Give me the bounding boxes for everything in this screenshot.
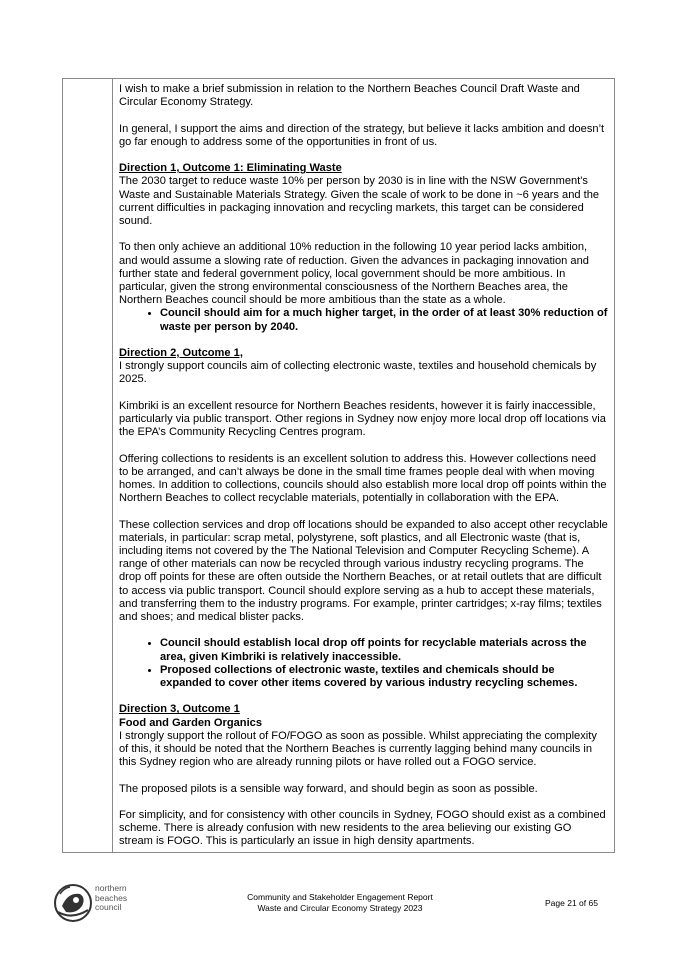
logo-line: beaches — [95, 892, 128, 903]
bullet-item: • Proposed collections of electronic waste, textiles and chemicals should be expanded to cover other items covered by various industry recycling schemes. — [160, 664, 608, 690]
paragraph: Kimbriki is an excellent resource for Northern Beaches residents, however it is fairly inaccessible, particularly via public transport. Other regions in Sydney now enjoy more local drop off locations via the EPA’s Community Recycling Centres program. — [119, 399, 606, 439]
logo-line: council — [95, 902, 122, 912]
page-number: Page 21 of 65 — [545, 898, 598, 908]
submission-table — [62, 78, 615, 853]
direction-1-heading: Direction 1, Outcome 1: Eliminating Waste — [119, 162, 342, 175]
direction-3-heading: Direction 3, Outcome 1 — [119, 703, 240, 716]
paragraph: I strongly support councils aim of collecting electronic waste, textiles and household chemicals by 2025. — [119, 360, 597, 386]
page-footer — [0, 870, 675, 930]
report-title: Community and Stakeholder Engagement Report — [247, 892, 433, 902]
council-logo-text — [95, 884, 127, 913]
bullet-item: • Council should aim for a much higher target, in the order of at least 30% reduction of waste per person by 2040. — [160, 307, 608, 333]
paragraph: The 2030 target to reduce waste 10% per person by 2030 is in line with the NSW Government's Waste and Sustainable Materials Strategy. Given the scale of work to be done in ~6 years and the current difficulties in packaging innovation and recycling markets, this target can be considered sound. — [119, 175, 600, 227]
direction-3-subheading: Food and Garden Organics — [119, 716, 263, 729]
paragraph: Offering collections to residents is an excellent solution to address this. However collections need to be arranged, and can’t always be done in the small time frames people deal with when moving homes. In addition to collections, councils should also establish more local drop off points within the Northern Beaches to collect recyclable materials, potentially in collaboration with the EPA. — [119, 452, 607, 505]
direction-2-bullets — [119, 637, 608, 690]
bullet-item: • Council should establish local drop off points for recyclable materials across the area, given Kimbriki is relatively inaccessible. — [160, 637, 608, 663]
paragraph: The proposed pilots is a sensible way forward, and should begin as soon as possible. — [119, 782, 538, 795]
report-subtitle: Waste and Circular Economy Strategy 2023 — [257, 902, 423, 913]
footer-report-title — [225, 892, 455, 913]
paragraph: For simplicity, and for consistency with other councils in Sydney, FOGO should exist as a combined scheme. There is already confusion with new residents to the area believing our existing GO stream is FOGO. This is particularly an issue in high density apartments. — [119, 809, 606, 848]
direction-2-heading: Direction 2, Outcome 1, — [119, 347, 243, 359]
logo-line: northern — [95, 883, 127, 893]
table-left-column — [63, 79, 113, 852]
direction-1-bullets — [119, 307, 608, 333]
paragraph: To then only achieve an additional 10% reduction in the following 10 year period lacks ambition, and would assume a slowing rate of reduction. Given the advances in packaging innovation and further state and federal government policy, local government should be more ambitious. In particular, given the strong environmental consciousness of the Northern Beaches area, the Northern Beaches council should be more ambitious than the state as a whole. — [119, 241, 589, 307]
paragraph: I strongly support the rollout of FO/FOGO as soon as possible. Whilst appreciating the complexity of this, it should be noted that the Northern Beaches is currently lagging behind many councils in this Sydney region who are already running pilots or have rolled out a FOGO service. — [119, 729, 597, 769]
submission-content — [119, 83, 608, 862]
paragraph: I wish to make a brief submission in relation to the Northern Beaches Council Draft Waste and Circular Economy Strategy. — [119, 83, 580, 109]
paragraph: In general, I support the aims and direction of the strategy, but believe it lacks ambition and doesn’t go far enough to address some of the opportunities in front of us. — [119, 122, 605, 148]
paragraph: These collection services and drop off locations should be expanded to also accept other recyclable materials, in particular: scrap metal, polystyrene, soft plastics, and all Electronic waste (that is, including items not covered by the The National Television and Computer Recycling Scheme). A range of other materials can now be recycled through various industry recycling programs. The drop off points for these are often outside the Northern Beaches, or at retail outlets that are difficult to access via public transport. Council should explore serving as a hub to accept these materials, and transferring them to the industry programs. For example, printer cartridges; x-ray films; textiles and shoes; and medical blister packs. — [119, 518, 608, 624]
council-logo-icon — [52, 882, 94, 924]
